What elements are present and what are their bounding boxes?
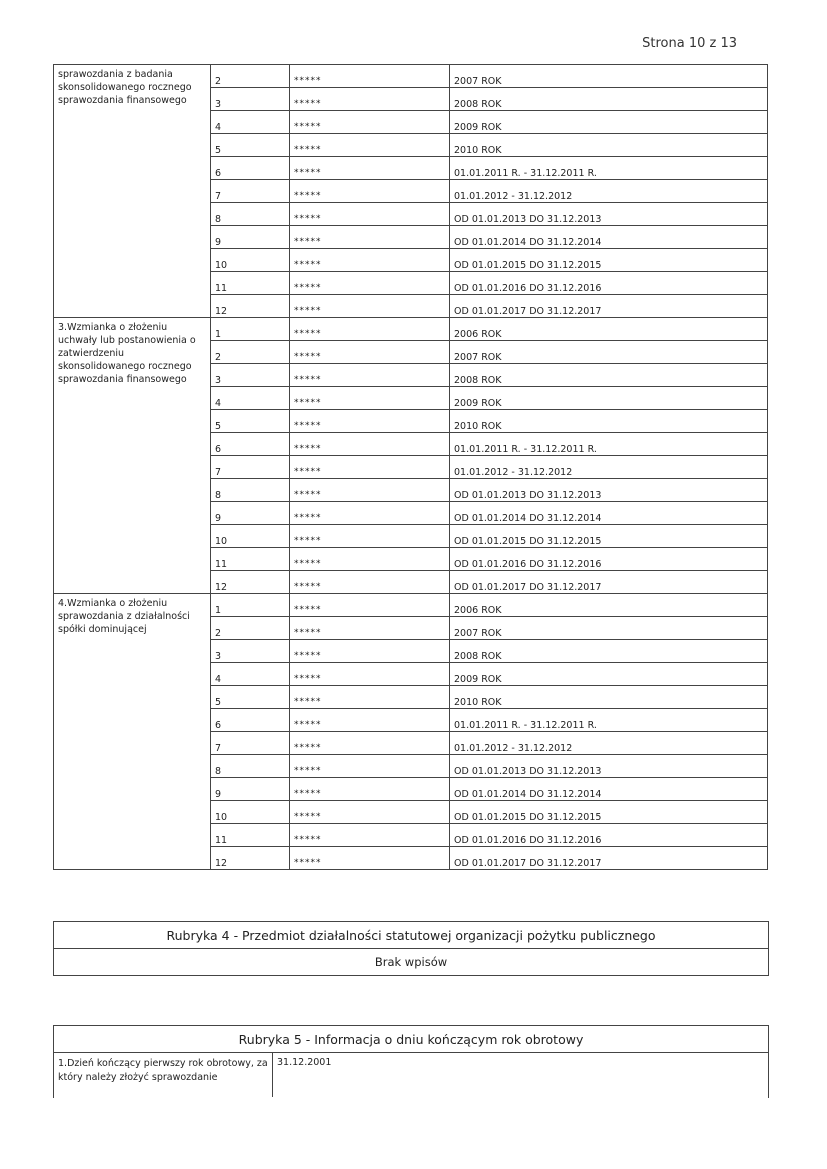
row-number: 8 <box>211 203 290 226</box>
entry-period: OD 01.01.2017 DO 31.12.2017 <box>450 571 768 594</box>
entry-value: ***** <box>290 387 450 410</box>
entry-value: ***** <box>290 847 450 870</box>
register-table <box>53 64 768 870</box>
entry-period: 2009 ROK <box>450 111 768 134</box>
entry-period: 2008 ROK <box>450 640 768 663</box>
entry-value: ***** <box>290 318 450 341</box>
row-number: 3 <box>211 364 290 387</box>
entry-value: ***** <box>290 111 450 134</box>
entry-value: ***** <box>290 479 450 502</box>
entry-period: 2010 ROK <box>450 134 768 157</box>
entry-period: OD 01.01.2015 DO 31.12.2015 <box>450 525 768 548</box>
entry-value: ***** <box>290 65 450 88</box>
entry-value: ***** <box>290 801 450 824</box>
entry-period: OD 01.01.2017 DO 31.12.2017 <box>450 295 768 318</box>
entry-value: ***** <box>290 203 450 226</box>
entry-period: 2007 ROK <box>450 341 768 364</box>
row-number: 7 <box>211 456 290 479</box>
rubryka-5-field-value: 31.12.2001 <box>277 1057 332 1068</box>
row-number: 7 <box>211 732 290 755</box>
row-number: 2 <box>211 341 290 364</box>
table-row <box>54 594 768 617</box>
row-number: 9 <box>211 778 290 801</box>
page-number: Strona 10 z 13 <box>642 36 737 51</box>
entry-value: ***** <box>290 824 450 847</box>
entry-description: 3.Wzmianka o złożeniu uchwały lub postanowienia o zatwierdzeniu skonsolidowanego rocznego sprawozdania finansowego <box>54 318 211 594</box>
row-number: 5 <box>211 410 290 433</box>
row-number: 8 <box>211 479 290 502</box>
entry-value: ***** <box>290 341 450 364</box>
row-number: 1 <box>211 318 290 341</box>
entry-value: ***** <box>290 686 450 709</box>
entry-value: ***** <box>290 640 450 663</box>
entry-period: 01.01.2011 R. - 31.12.2011 R. <box>450 433 768 456</box>
row-number: 12 <box>211 295 290 318</box>
entry-period: OD 01.01.2014 DO 31.12.2014 <box>450 226 768 249</box>
entry-value: ***** <box>290 226 450 249</box>
row-number: 5 <box>211 686 290 709</box>
row-number: 11 <box>211 548 290 571</box>
entry-period: OD 01.01.2014 DO 31.12.2014 <box>450 502 768 525</box>
entry-value: ***** <box>290 180 450 203</box>
entry-period: 01.01.2011 R. - 31.12.2011 R. <box>450 157 768 180</box>
entry-period: OD 01.01.2014 DO 31.12.2014 <box>450 778 768 801</box>
rubryka-5-section <box>53 1025 769 1098</box>
rubryka-4-title: Rubryka 4 - Przedmiot działalności statutowej organizacji pożytku publicznego <box>54 922 768 949</box>
entry-period: OD 01.01.2015 DO 31.12.2015 <box>450 249 768 272</box>
row-number: 11 <box>211 272 290 295</box>
entry-description: 4.Wzmianka o złożeniu sprawozdania z działalności spółki dominującej <box>54 594 211 870</box>
entry-value: ***** <box>290 663 450 686</box>
row-number: 10 <box>211 249 290 272</box>
entry-period: 2007 ROK <box>450 617 768 640</box>
rubryka-4-section <box>53 921 769 976</box>
entry-period: 2006 ROK <box>450 594 768 617</box>
entry-period: OD 01.01.2015 DO 31.12.2015 <box>450 801 768 824</box>
rubryka-5-field-label: 1.Dzień kończący pierwszy rok obrotowy, za który należy złożyć sprawozdanie <box>54 1053 273 1097</box>
entry-value: ***** <box>290 502 450 525</box>
entry-value: ***** <box>290 364 450 387</box>
row-number: 6 <box>211 157 290 180</box>
row-number: 4 <box>211 663 290 686</box>
table-row <box>54 65 768 88</box>
row-number: 12 <box>211 847 290 870</box>
row-number: 9 <box>211 502 290 525</box>
entry-value: ***** <box>290 617 450 640</box>
entry-value: ***** <box>290 295 450 318</box>
entry-period: 2009 ROK <box>450 387 768 410</box>
entry-value: ***** <box>290 571 450 594</box>
entry-period: OD 01.01.2016 DO 31.12.2016 <box>450 272 768 295</box>
entry-period: OD 01.01.2013 DO 31.12.2013 <box>450 479 768 502</box>
row-number: 11 <box>211 824 290 847</box>
row-number: 10 <box>211 801 290 824</box>
rubryka-5-title: Rubryka 5 - Informacja o dniu kończącym rok obrotowy <box>54 1026 768 1053</box>
row-number: 4 <box>211 111 290 134</box>
entry-period: OD 01.01.2016 DO 31.12.2016 <box>450 548 768 571</box>
entry-period: 2009 ROK <box>450 663 768 686</box>
row-number: 2 <box>211 65 290 88</box>
entry-period: 01.01.2011 R. - 31.12.2011 R. <box>450 709 768 732</box>
entry-value: ***** <box>290 755 450 778</box>
entry-period: OD 01.01.2017 DO 31.12.2017 <box>450 847 768 870</box>
row-number: 2 <box>211 617 290 640</box>
entry-value: ***** <box>290 157 450 180</box>
entry-value: ***** <box>290 433 450 456</box>
row-number: 8 <box>211 755 290 778</box>
row-number: 1 <box>211 594 290 617</box>
entry-value: ***** <box>290 88 450 111</box>
entry-value: ***** <box>290 709 450 732</box>
row-number: 5 <box>211 134 290 157</box>
entry-period: 01.01.2012 - 31.12.2012 <box>450 732 768 755</box>
row-number: 7 <box>211 180 290 203</box>
rubryka-5-row <box>54 1053 768 1097</box>
row-number: 6 <box>211 433 290 456</box>
entry-value: ***** <box>290 732 450 755</box>
entry-period: 2008 ROK <box>450 364 768 387</box>
entry-period: OD 01.01.2016 DO 31.12.2016 <box>450 824 768 847</box>
table-row <box>54 318 768 341</box>
entry-period: OD 01.01.2013 DO 31.12.2013 <box>450 755 768 778</box>
entry-period: 2007 ROK <box>450 65 768 88</box>
entry-value: ***** <box>290 525 450 548</box>
entry-period: 01.01.2012 - 31.12.2012 <box>450 180 768 203</box>
row-number: 6 <box>211 709 290 732</box>
entry-period: 2010 ROK <box>450 410 768 433</box>
entry-value: ***** <box>290 594 450 617</box>
rubryka-4-body: Brak wpisów <box>374 955 448 969</box>
entry-period: 01.01.2012 - 31.12.2012 <box>450 456 768 479</box>
entry-value: ***** <box>290 134 450 157</box>
entry-period: 2008 ROK <box>450 88 768 111</box>
entry-value: ***** <box>290 548 450 571</box>
entry-period: 2010 ROK <box>450 686 768 709</box>
entry-period: 2006 ROK <box>450 318 768 341</box>
row-number: 4 <box>211 387 290 410</box>
register-table-body <box>54 65 768 870</box>
entry-value: ***** <box>290 249 450 272</box>
row-number: 3 <box>211 88 290 111</box>
entry-value: ***** <box>290 456 450 479</box>
row-number: 9 <box>211 226 290 249</box>
row-number: 3 <box>211 640 290 663</box>
entry-value: ***** <box>290 778 450 801</box>
entry-value: ***** <box>290 410 450 433</box>
entry-value: ***** <box>290 272 450 295</box>
row-number: 10 <box>211 525 290 548</box>
row-number: 12 <box>211 571 290 594</box>
entry-description: sprawozdania z badania skonsolidowanego rocznego sprawozdania finansowego <box>54 65 211 318</box>
entry-period: OD 01.01.2013 DO 31.12.2013 <box>450 203 768 226</box>
